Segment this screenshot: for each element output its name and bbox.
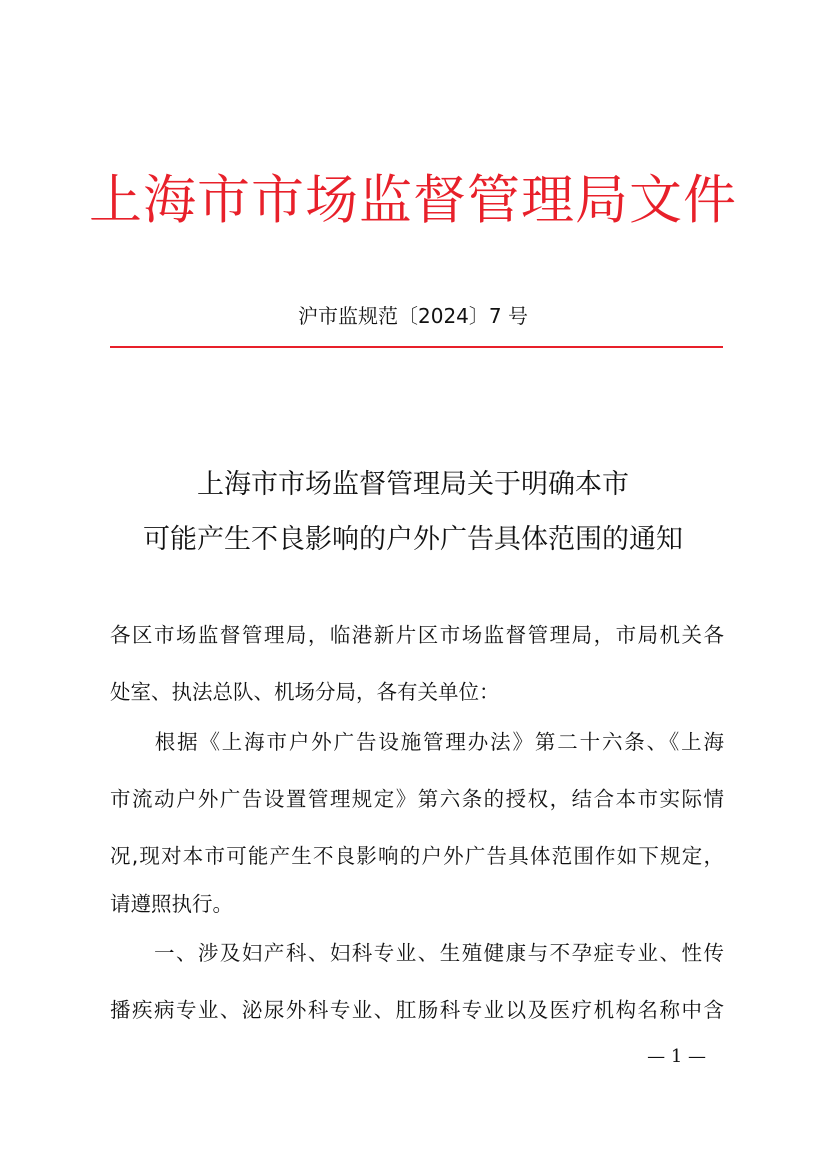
page-number: — 1 — <box>647 1046 706 1067</box>
body-line: 处室、执法总队、机场分局，各有关单位： <box>110 680 500 704</box>
document-title-line-1: 上海市市场监督管理局关于明确本市 <box>197 469 629 500</box>
body-line: 况,现对本市可能产生不良影响的户外广告具体范围作如下规定， <box>110 844 724 868</box>
body-line: 市流动户外广告设置管理规定》第六条的授权，结合本市实际情 <box>110 787 724 811</box>
body-line: 各区市场监督管理局，临港新片区市场监督管理局，市局机关各 <box>110 623 724 647</box>
red-divider <box>110 346 723 348</box>
issuer-title: 上海市市场监督管理局文件 <box>89 170 737 231</box>
document-title-line-2: 可能产生不良影响的户外广告具体范围的通知 <box>143 524 683 555</box>
document-number: 沪市监规范〔2024〕7 号 <box>298 304 528 328</box>
body-line: 请遵照执行。 <box>110 892 233 916</box>
body-line: 一、涉及妇产科、妇科专业、生殖健康与不孕症专业、性传 <box>110 941 724 965</box>
body-line: 播疾病专业、泌尿外科专业、肛肠科专业以及医疗机构名称中含 <box>110 998 724 1022</box>
body-line: 根据《上海市户外广告设施管理办法》第二十六条、《上海 <box>110 730 724 754</box>
